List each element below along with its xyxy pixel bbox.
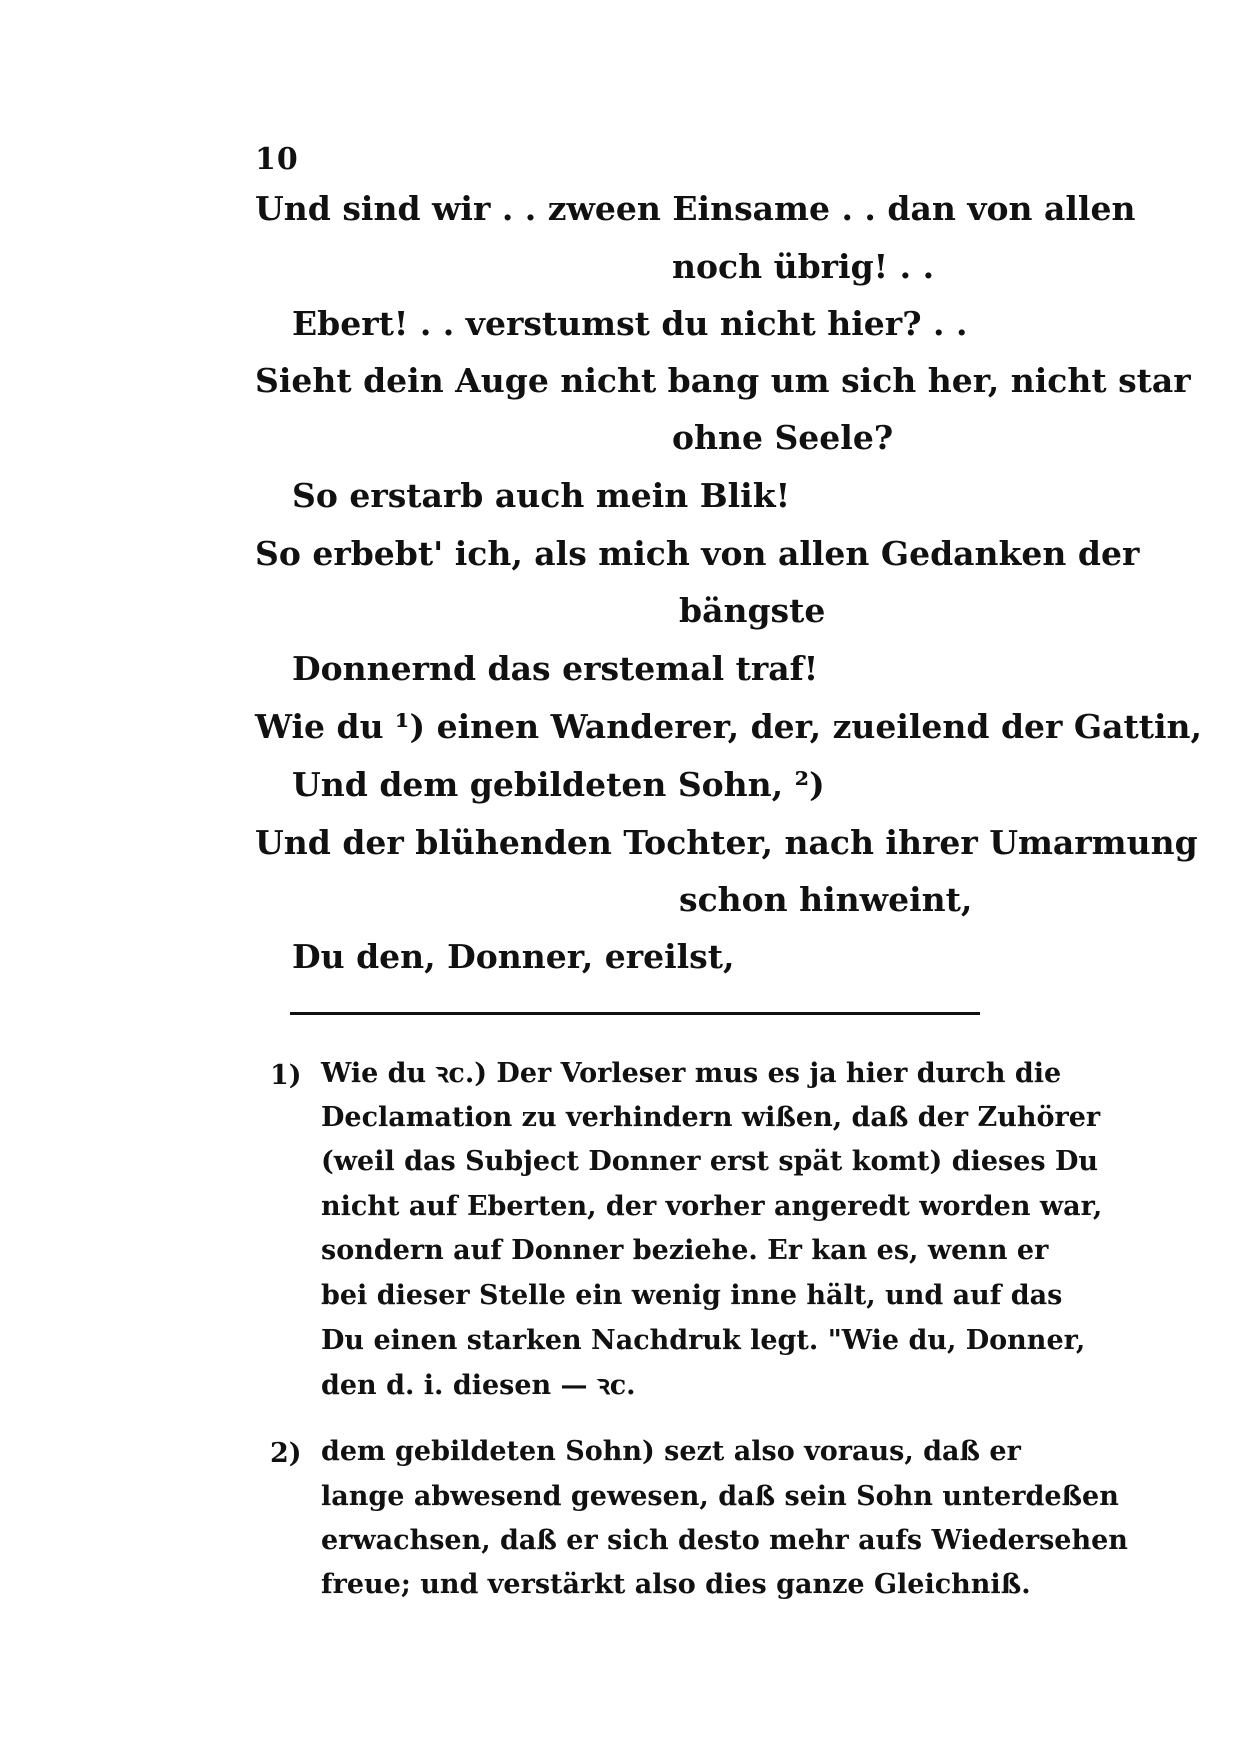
verse-line: Ebert! . . verstumst du nicht hier? . . [292, 304, 968, 343]
verse-line: ohne Seele? [672, 418, 894, 457]
verse-line: So erstarb auch mein Blik! [292, 476, 791, 515]
footnote-line: lange abwesend gewesen, daß sein Sohn unterdeßen [321, 1481, 1119, 1512]
verse-line: noch übrig! . . [672, 247, 935, 286]
verse-line: Sieht dein Auge nicht bang um sich her, nicht star [255, 361, 1191, 400]
footnote-line: bei dieser Stelle ein wenig inne hält, und auf das [321, 1280, 1063, 1311]
footnote-line: Wie du ꝛc.) Der Vorleser mus es ja hier durch die [321, 1058, 1062, 1089]
footnote-marker: 1) [270, 1060, 302, 1091]
footnote-line: Du einen starken Nachdruk legt. "Wie du, Donner, [321, 1325, 1086, 1356]
verse-line: Donnernd das erstemal traf! [292, 649, 819, 688]
footnote-marker: 2) [270, 1438, 302, 1469]
footnote-line: (weil das Subject Donner erst spät komt) dieses Du [321, 1146, 1099, 1177]
footnote-line: dem gebildeten Sohn) sezt also voraus, daß er [321, 1436, 1021, 1467]
verse-line: Du den, Donner, ereilst, [292, 937, 735, 976]
page-number: 10 [255, 142, 299, 177]
footnote-line: erwachsen, daß er sich desto mehr aufs Wiedersehen [321, 1525, 1128, 1556]
footnote-divider [290, 1012, 980, 1015]
verse-line: Und der blühenden Tochter, nach ihrer Umarmung [255, 823, 1198, 862]
footnote-line: nicht auf Eberten, der vorher angeredt worden war, [321, 1191, 1103, 1222]
verse-line: Wie du ¹) einen Wanderer, der, zueilend der Gattin, [255, 707, 1202, 746]
footnote-line: freue; und verstärkt also dies ganze Gleichniß. [321, 1569, 1031, 1600]
verse-line: bängste [679, 591, 826, 630]
footnote-line: den d. i. diesen — ꝛc. [321, 1370, 636, 1401]
verse-line: Und dem gebildeten Sohn, ²) [292, 765, 825, 804]
footnote-line: sondern auf Donner beziehe. Er kan es, wenn er [321, 1235, 1049, 1266]
footnote-line: Declamation zu verhindern wißen, daß der Zuhörer [321, 1102, 1101, 1133]
verse-line: Und sind wir . . zween Einsame . . dan von allen [255, 189, 1136, 228]
verse-line: schon hinweint, [679, 880, 973, 919]
verse-line: So erbebt' ich, als mich von allen Gedanken der [255, 534, 1140, 573]
